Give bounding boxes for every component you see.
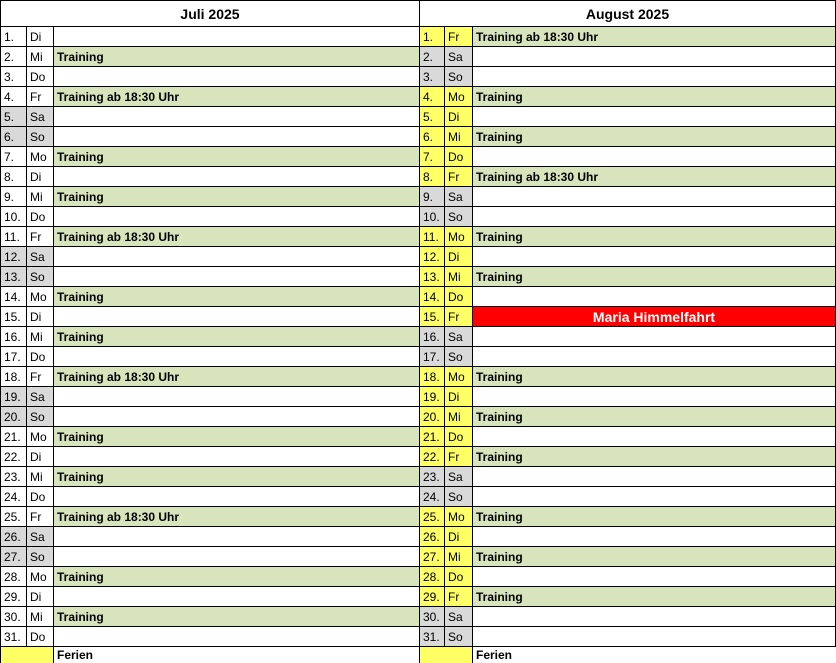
weekday-cell[interactable]: Mo	[444, 507, 472, 526]
weekday-cell[interactable]: Mi	[26, 467, 53, 486]
event-cell[interactable]	[472, 247, 836, 266]
weekday-cell[interactable]: Sa	[444, 187, 472, 206]
weekday-cell[interactable]: Sa	[26, 247, 53, 266]
date-cell[interactable]: 7.	[419, 147, 444, 166]
weekday-cell[interactable]: Fr	[26, 367, 53, 386]
event-cell[interactable]	[53, 27, 420, 46]
legend-label[interactable]: Ferien	[53, 647, 420, 663]
date-cell[interactable]: 19.	[419, 387, 444, 406]
event-cell[interactable]: Training	[472, 507, 836, 526]
day-row	[0, 127, 420, 147]
day-row	[419, 367, 836, 387]
event-cell[interactable]	[53, 67, 420, 86]
date-cell[interactable]: 17.	[419, 347, 444, 366]
event-cell[interactable]: Training	[472, 447, 836, 466]
weekday-cell[interactable]: Mo	[26, 427, 53, 446]
weekday-cell[interactable]: Fr	[444, 587, 472, 606]
legend-label[interactable]: Ferien	[472, 647, 836, 663]
day-row	[0, 607, 420, 627]
date-cell[interactable]: 28.	[0, 567, 26, 586]
weekday-cell[interactable]: Di	[26, 167, 53, 186]
weekday-cell[interactable]: Do	[444, 147, 472, 166]
date-cell[interactable]: 1.	[419, 27, 444, 46]
date-cell[interactable]: 3.	[419, 67, 444, 86]
day-row	[0, 107, 420, 127]
event-cell[interactable]: Training	[472, 367, 836, 386]
day-row	[0, 67, 420, 87]
day-row	[0, 547, 420, 567]
date-cell[interactable]: 11.	[0, 227, 26, 246]
date-cell[interactable]: 24.	[419, 487, 444, 506]
date-cell[interactable]: 4.	[0, 87, 26, 106]
day-row	[419, 67, 836, 87]
weekday-cell[interactable]: Fr	[26, 87, 53, 106]
day-row	[419, 427, 836, 447]
date-cell[interactable]: 17.	[0, 347, 26, 366]
event-cell[interactable]	[53, 267, 420, 286]
weekday-cell[interactable]: Mi	[26, 607, 53, 626]
date-cell[interactable]: 14.	[419, 287, 444, 306]
date-cell[interactable]: 2.	[419, 47, 444, 66]
weekday-cell[interactable]: So	[444, 347, 472, 366]
day-row	[419, 507, 836, 527]
date-cell[interactable]: 12.	[0, 247, 26, 266]
event-cell[interactable]	[472, 467, 836, 486]
date-cell[interactable]: 25.	[0, 507, 26, 526]
weekday-cell[interactable]: Do	[26, 67, 53, 86]
weekday-cell[interactable]: Di	[26, 587, 53, 606]
event-cell[interactable]	[472, 107, 836, 126]
public-holiday-cell[interactable]: Maria Himmelfahrt	[472, 307, 836, 326]
event-cell[interactable]	[53, 447, 420, 466]
weekday-cell[interactable]: Mo	[26, 567, 53, 586]
day-rows	[419, 27, 836, 647]
date-cell[interactable]: 27.	[419, 547, 444, 566]
event-cell[interactable]	[472, 147, 836, 166]
day-row	[419, 347, 836, 367]
weekday-cell[interactable]: Do	[26, 347, 53, 366]
date-cell[interactable]: 27.	[0, 547, 26, 566]
date-cell[interactable]: 26.	[419, 527, 444, 546]
event-cell[interactable]	[53, 307, 420, 326]
date-cell[interactable]: 7.	[0, 147, 26, 166]
day-row	[0, 87, 420, 107]
event-cell[interactable]: Training	[472, 87, 836, 106]
weekday-cell[interactable]: So	[444, 207, 472, 226]
event-cell[interactable]	[53, 547, 420, 566]
day-row	[0, 47, 420, 67]
weekday-cell[interactable]: Mo	[444, 87, 472, 106]
event-cell[interactable]	[53, 487, 420, 506]
weekday-cell[interactable]: Di	[444, 527, 472, 546]
day-row	[419, 587, 836, 607]
event-cell[interactable]: Training	[472, 267, 836, 286]
date-cell[interactable]: 30.	[0, 607, 26, 626]
day-row	[419, 627, 836, 647]
weekday-cell[interactable]: So	[444, 67, 472, 86]
day-row	[419, 47, 836, 67]
weekday-cell[interactable]: Sa	[444, 467, 472, 486]
weekday-cell[interactable]: Fr	[444, 27, 472, 46]
weekday-cell[interactable]: So	[444, 627, 472, 646]
day-row	[0, 527, 420, 547]
event-cell[interactable]	[53, 387, 420, 406]
date-cell[interactable]: 29.	[0, 587, 26, 606]
day-row	[419, 487, 836, 507]
day-row	[419, 407, 836, 427]
event-cell[interactable]: Training	[472, 587, 836, 606]
event-cell[interactable]: Training	[53, 287, 420, 306]
day-rows	[0, 27, 420, 647]
day-row	[419, 547, 836, 567]
event-cell[interactable]	[472, 327, 836, 346]
weekday-cell[interactable]: Sa	[444, 47, 472, 66]
day-row	[0, 327, 420, 347]
event-cell[interactable]: Training	[53, 47, 420, 66]
day-row	[419, 327, 836, 347]
weekday-cell[interactable]: Do	[26, 627, 53, 646]
date-cell[interactable]: 16.	[0, 327, 26, 346]
day-row	[0, 407, 420, 427]
day-row	[419, 187, 836, 207]
day-row	[419, 467, 836, 487]
legend-swatch	[0, 647, 53, 663]
weekday-cell[interactable]: Fr	[444, 447, 472, 466]
date-cell[interactable]: 5.	[0, 107, 26, 126]
day-row	[0, 367, 420, 387]
event-cell[interactable]	[472, 527, 836, 546]
event-cell[interactable]	[53, 247, 420, 266]
weekday-cell[interactable]: Di	[444, 247, 472, 266]
event-cell[interactable]: Training	[472, 547, 836, 566]
event-cell[interactable]	[472, 567, 836, 586]
weekday-cell[interactable]: Di	[26, 447, 53, 466]
event-cell[interactable]	[472, 627, 836, 646]
date-cell[interactable]: 8.	[0, 167, 26, 186]
day-row	[0, 387, 420, 407]
event-cell[interactable]: Training	[53, 427, 420, 446]
event-cell[interactable]	[53, 587, 420, 606]
day-row	[419, 227, 836, 247]
event-cell[interactable]: Training ab 18:30 Uhr	[472, 27, 836, 46]
day-row	[419, 87, 836, 107]
date-cell[interactable]: 1.	[0, 27, 26, 46]
event-cell[interactable]: Training ab 18:30 Uhr	[53, 507, 420, 526]
date-cell[interactable]: 13.	[0, 267, 26, 286]
weekday-cell[interactable]: Di	[444, 387, 472, 406]
date-cell[interactable]: 15.	[419, 307, 444, 326]
day-row	[0, 447, 420, 467]
event-cell[interactable]: Training	[472, 407, 836, 426]
date-cell[interactable]: 10.	[419, 207, 444, 226]
day-row	[0, 207, 420, 227]
date-cell[interactable]: 23.	[419, 467, 444, 486]
weekday-cell[interactable]: Mi	[444, 407, 472, 426]
date-cell[interactable]: 2.	[0, 47, 26, 66]
day-row	[0, 307, 420, 327]
date-cell[interactable]: 30.	[419, 607, 444, 626]
weekday-cell[interactable]: Di	[26, 307, 53, 326]
day-row	[0, 27, 420, 47]
date-cell[interactable]: 31.	[0, 627, 26, 646]
month-title[interactable]: Juli 2025	[0, 0, 420, 27]
date-cell[interactable]: 19.	[0, 387, 26, 406]
weekday-cell[interactable]: So	[26, 547, 53, 566]
date-cell[interactable]: 13.	[419, 267, 444, 286]
weekday-cell[interactable]: Fr	[26, 507, 53, 526]
weekday-cell[interactable]: Fr	[444, 167, 472, 186]
date-cell[interactable]: 12.	[419, 247, 444, 266]
day-row	[0, 247, 420, 267]
date-cell[interactable]: 29.	[419, 587, 444, 606]
date-cell[interactable]: 3.	[0, 67, 26, 86]
date-cell[interactable]: 9.	[419, 187, 444, 206]
legend-row	[419, 647, 836, 663]
event-cell[interactable]	[53, 127, 420, 146]
weekday-cell[interactable]: Sa	[444, 607, 472, 626]
weekday-cell[interactable]: Mi	[444, 127, 472, 146]
weekday-cell[interactable]: Mi	[444, 547, 472, 566]
weekday-cell[interactable]: Do	[444, 287, 472, 306]
day-row	[0, 347, 420, 367]
day-row	[419, 527, 836, 547]
weekday-cell[interactable]: Mo	[26, 287, 53, 306]
event-cell[interactable]	[53, 527, 420, 546]
date-cell[interactable]: 21.	[0, 427, 26, 446]
weekday-cell[interactable]: Fr	[444, 307, 472, 326]
day-row	[0, 467, 420, 487]
day-row	[0, 227, 420, 247]
date-cell[interactable]: 10.	[0, 207, 26, 226]
weekday-cell[interactable]: Do	[26, 487, 53, 506]
date-cell[interactable]: 18.	[0, 367, 26, 386]
date-cell[interactable]: 16.	[419, 327, 444, 346]
day-row	[0, 507, 420, 527]
month-august	[419, 0, 836, 663]
event-cell[interactable]	[472, 387, 836, 406]
date-cell[interactable]: 26.	[0, 527, 26, 546]
month-title[interactable]: August 2025	[419, 0, 836, 27]
date-cell[interactable]: 14.	[0, 287, 26, 306]
date-cell[interactable]: 6.	[419, 127, 444, 146]
weekday-cell[interactable]: Mi	[26, 47, 53, 66]
event-cell[interactable]: Training	[472, 227, 836, 246]
event-cell[interactable]: Training ab 18:30 Uhr	[53, 227, 420, 246]
event-cell[interactable]	[53, 167, 420, 186]
weekday-cell[interactable]: Mo	[26, 147, 53, 166]
event-cell[interactable]	[53, 207, 420, 226]
event-cell[interactable]	[472, 607, 836, 626]
weekday-cell[interactable]: Mi	[444, 267, 472, 286]
event-cell[interactable]	[472, 487, 836, 506]
event-cell[interactable]: Training ab 18:30 Uhr	[53, 87, 420, 106]
day-row	[419, 567, 836, 587]
date-cell[interactable]: 6.	[0, 127, 26, 146]
event-cell[interactable]	[472, 207, 836, 226]
weekday-cell[interactable]: Mo	[444, 227, 472, 246]
date-cell[interactable]: 22.	[0, 447, 26, 466]
date-cell[interactable]: 8.	[419, 167, 444, 186]
weekday-cell[interactable]: Mo	[444, 367, 472, 386]
event-cell[interactable]: Training	[472, 127, 836, 146]
event-cell[interactable]	[472, 347, 836, 366]
event-cell[interactable]: Training	[53, 147, 420, 166]
date-cell[interactable]: 21.	[419, 427, 444, 446]
date-cell[interactable]: 11.	[419, 227, 444, 246]
event-cell[interactable]: Training	[53, 607, 420, 626]
day-row	[0, 187, 420, 207]
date-cell[interactable]: 28.	[419, 567, 444, 586]
day-row	[419, 127, 836, 147]
event-cell[interactable]: Training	[53, 327, 420, 346]
weekday-cell[interactable]: Sa	[444, 327, 472, 346]
date-cell[interactable]: 25.	[419, 507, 444, 526]
day-row	[0, 487, 420, 507]
weekday-cell[interactable]: So	[26, 127, 53, 146]
day-row	[419, 147, 836, 167]
weekday-cell[interactable]: Sa	[26, 527, 53, 546]
date-cell[interactable]: 9.	[0, 187, 26, 206]
date-cell[interactable]: 20.	[0, 407, 26, 426]
event-cell[interactable]	[53, 627, 420, 646]
weekday-cell[interactable]: Mi	[26, 327, 53, 346]
legend-swatch	[419, 647, 472, 663]
event-cell[interactable]: Training	[53, 187, 420, 206]
day-row	[0, 267, 420, 287]
weekday-cell[interactable]: So	[26, 407, 53, 426]
weekday-cell[interactable]: Di	[444, 107, 472, 126]
day-row	[0, 627, 420, 647]
day-row	[419, 107, 836, 127]
weekday-cell[interactable]: Sa	[26, 107, 53, 126]
day-row	[419, 307, 836, 327]
date-cell[interactable]: 31.	[419, 627, 444, 646]
date-cell[interactable]: 22.	[419, 447, 444, 466]
weekday-cell[interactable]: Di	[26, 27, 53, 46]
weekday-cell[interactable]: So	[26, 267, 53, 286]
date-cell[interactable]: 18.	[419, 367, 444, 386]
event-cell[interactable]	[472, 187, 836, 206]
date-cell[interactable]: 23.	[0, 467, 26, 486]
day-row	[419, 267, 836, 287]
day-row	[0, 587, 420, 607]
day-row	[419, 447, 836, 467]
event-cell[interactable]	[472, 67, 836, 86]
weekday-cell[interactable]: Sa	[26, 387, 53, 406]
legend-row	[0, 647, 420, 663]
event-cell[interactable]	[472, 427, 836, 446]
day-row	[0, 147, 420, 167]
day-row	[419, 607, 836, 627]
event-cell[interactable]	[53, 347, 420, 366]
day-row	[419, 287, 836, 307]
day-row	[419, 207, 836, 227]
event-cell[interactable]	[53, 107, 420, 126]
weekday-cell[interactable]: Do	[444, 427, 472, 446]
day-row	[0, 427, 420, 447]
weekday-cell[interactable]: Mi	[26, 187, 53, 206]
weekday-cell[interactable]: Do	[444, 567, 472, 586]
date-cell[interactable]: 4.	[419, 87, 444, 106]
event-cell[interactable]	[472, 47, 836, 66]
event-cell[interactable]: Training ab 18:30 Uhr	[53, 367, 420, 386]
day-row	[419, 387, 836, 407]
weekday-cell[interactable]: Fr	[26, 227, 53, 246]
date-cell[interactable]: 24.	[0, 487, 26, 506]
weekday-cell[interactable]: Do	[26, 207, 53, 226]
day-row	[0, 167, 420, 187]
weekday-cell[interactable]: So	[444, 487, 472, 506]
date-cell[interactable]: 20.	[419, 407, 444, 426]
event-cell[interactable]: Training	[53, 467, 420, 486]
event-cell[interactable]: Training ab 18:30 Uhr	[472, 167, 836, 186]
day-row	[419, 167, 836, 187]
event-cell[interactable]	[53, 407, 420, 426]
event-cell[interactable]	[472, 287, 836, 306]
date-cell[interactable]: 15.	[0, 307, 26, 326]
day-row	[419, 247, 836, 267]
day-row	[0, 567, 420, 587]
date-cell[interactable]: 5.	[419, 107, 444, 126]
day-row	[0, 287, 420, 307]
day-row	[419, 27, 836, 47]
event-cell[interactable]: Training	[53, 567, 420, 586]
